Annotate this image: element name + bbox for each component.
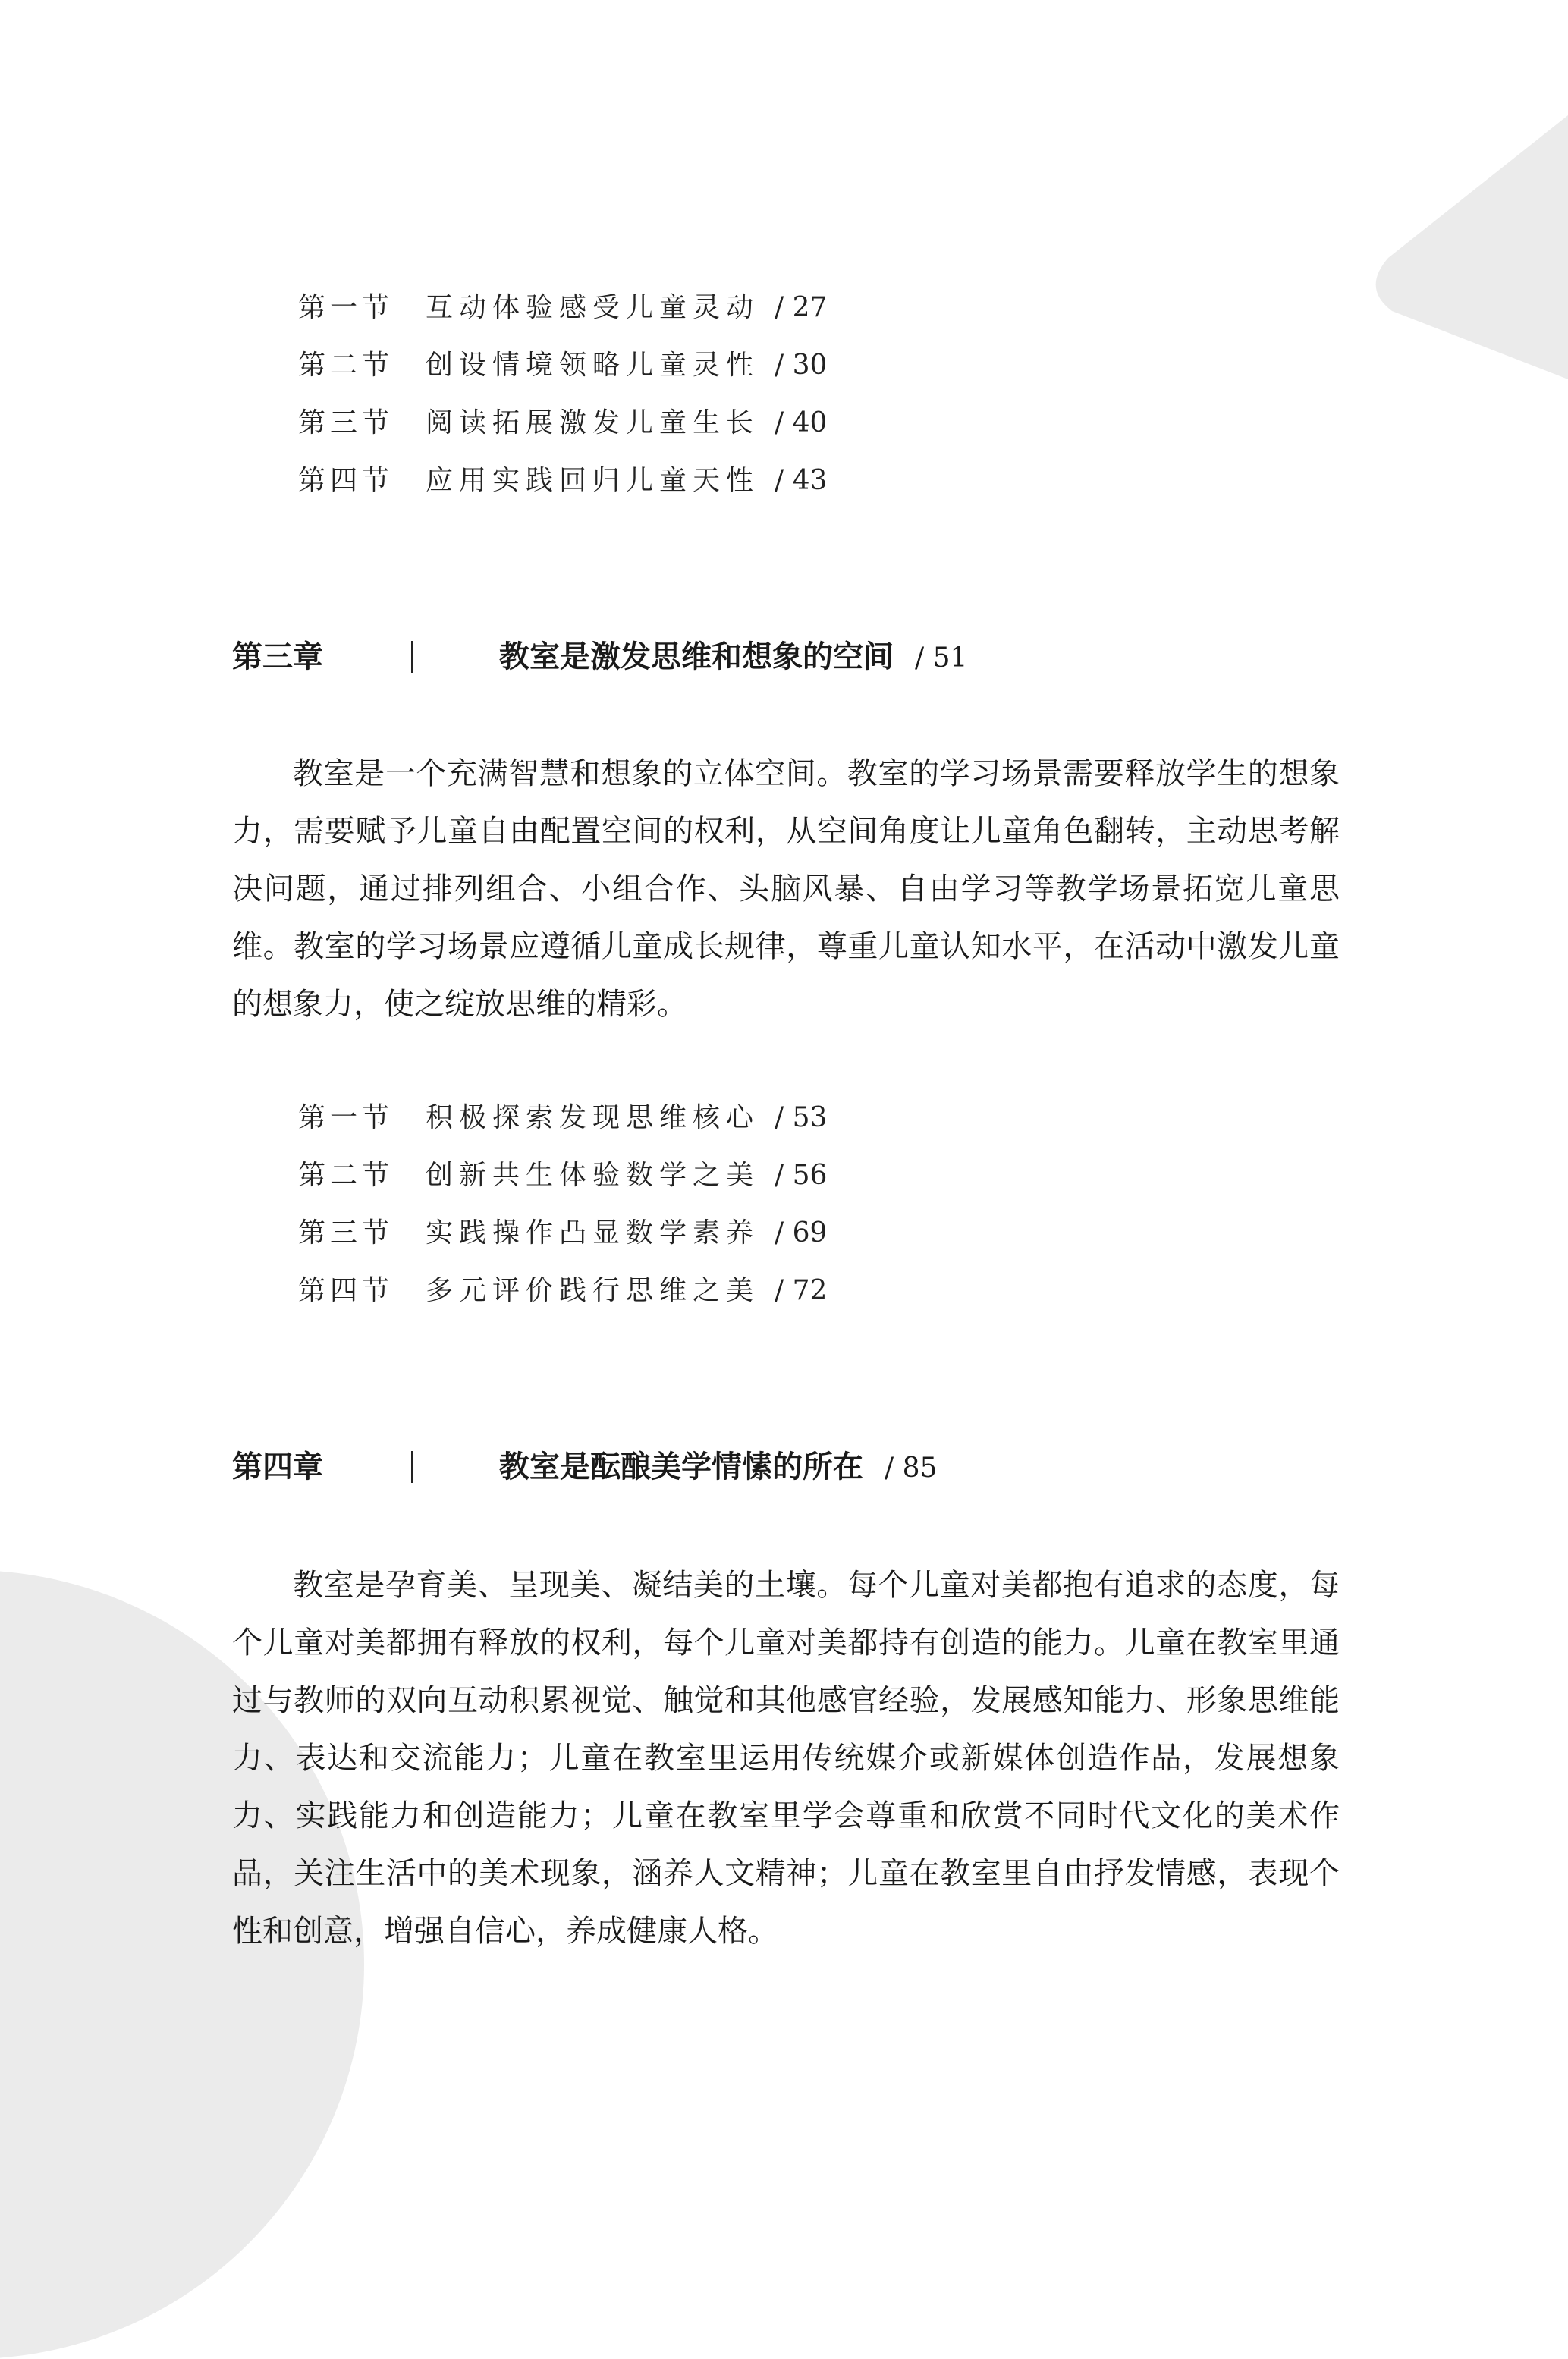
page-number: / 30 [775,350,828,381]
chapter-title-wrap [499,634,967,681]
section-title: 多元评价践行思维之美 [426,1275,760,1306]
section-title: 创设情境领略儿童灵性 [426,350,760,381]
section-title: 互动体验感受儿童灵动 [426,292,760,323]
chapter-title: 教室是酝酿美学情愫的所在 [499,1450,863,1484]
chapter-title-wrap [499,1444,937,1491]
section-list-chapter-3 [298,1089,827,1320]
chapter-divider [411,1451,413,1483]
chapter-number: 第三章 [232,639,323,674]
toc-entry[interactable] [298,452,827,510]
chapter-number: 第四章 [232,1450,323,1484]
chapter-intro-3: 教室是一个充满智慧和想象的立体空间。教室的学习场景需要释放学生的想象力，需要赋予儿童自由配置空间的权利，从空间角度让儿童角色翻转，主动思考解决问题，通过排列组合、小组合作、头脑风暴、自由学习等教学场景拓宽儿童思维。教室的学习场景应遵循儿童成长规律，尊重儿童认知水平，在活动中激发儿童的想象力，使之绽放思维的精彩。 [232,756,1340,1022]
section-title: 创新共生体验数学之美 [426,1160,760,1191]
section-number: 第一节 [298,292,394,323]
chapter-intro-4: 教室是孕育美、呈现美、凝结美的土壤。每个儿童对美都抱有追求的态度，每个儿童对美都拥有释放的权利，每个儿童对美都持有创造的能力。儿童在教室里通过与教师的双向互动积累视觉、触觉和其他感官经验，发展感知能力、形象思维能力、表达和交流能力；儿童在教室里运用传统媒介或新媒体创造作品，发展想象力、实践能力和创造能力；儿童在教室里学会尊重和欣赏不同时代文化的美术作品，关注生活中的美术现象，涵养人文精神；儿童在教室里自由抒发情感，表现个性和创意，增强自信心，养成健康人格。 [232,1568,1340,1949]
section-number: 第二节 [298,1160,394,1191]
toc-entry[interactable] [298,1089,827,1147]
section-title: 应用实践回归儿童天性 [426,465,760,496]
toc-entry[interactable] [298,1147,827,1205]
section-number: 第二节 [298,350,394,381]
section-list-chapter-2 [298,279,827,510]
section-title: 阅读拓展激发儿童生长 [426,407,760,438]
page-number: / 53 [775,1102,828,1133]
toc-entry[interactable] [298,337,827,394]
page-number: / 40 [775,407,828,438]
chapter-heading-4[interactable] [232,1444,1370,1490]
page-number: / 72 [775,1275,828,1306]
section-title: 实践操作凸显数学素养 [426,1217,760,1249]
section-number: 第三节 [298,407,394,438]
section-number: 第四节 [298,1275,394,1306]
toc-entry[interactable] [298,279,827,337]
section-number: 第四节 [298,465,394,496]
section-title: 积极探索发现思维核心 [426,1102,760,1133]
page-number: / 56 [775,1160,828,1191]
page-number: / 69 [775,1217,828,1249]
chapter-heading-3[interactable] [232,634,1370,680]
chapter-title: 教室是激发思维和想象的空间 [499,639,894,674]
page-number: / 43 [775,465,828,496]
page-number: / 27 [775,292,828,323]
toc-entry[interactable] [298,1205,827,1262]
chapter-page-number: / 51 [915,642,968,674]
toc-entry[interactable] [298,1262,827,1320]
toc-entry[interactable] [298,394,827,452]
section-number: 第一节 [298,1102,394,1133]
section-number: 第三节 [298,1217,394,1249]
chapter-page-number: / 85 [885,1453,938,1484]
chapter-divider [411,641,413,673]
